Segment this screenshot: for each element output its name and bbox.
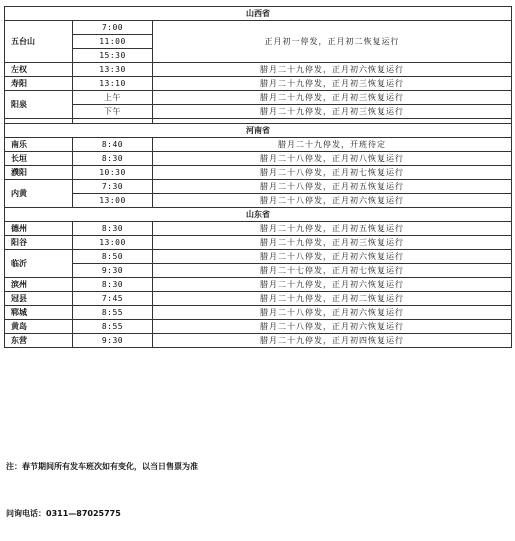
bus-schedule-table [4, 6, 512, 348]
table-row [5, 63, 512, 77]
province-title: 山东省 [5, 208, 512, 222]
table-row [5, 278, 512, 292]
province-title: 山西省 [5, 7, 512, 21]
place-name: 左权 [5, 63, 73, 77]
schedule-note: 腊月二十八停发，正月初六恢复运行 [153, 320, 512, 334]
province-row-shandong [5, 208, 512, 222]
departure-time: 7:00 [73, 21, 153, 35]
schedule-note: 腊月二十八停发，正月初五恢复运行 [153, 180, 512, 194]
table-row [5, 166, 512, 180]
place-name: 五台山 [5, 21, 73, 63]
schedule-note: 腊月二十八停发，正月初七恢复运行 [153, 166, 512, 180]
departure-time: 9:30 [73, 334, 153, 348]
schedule-note: 腊月二十九停发，正月初二恢复运行 [153, 292, 512, 306]
schedule-note: 正月初一停发，正月初二恢复运行 [153, 21, 512, 63]
table-row [5, 194, 512, 208]
table-row [5, 306, 512, 320]
place-name: 濮阳 [5, 166, 73, 180]
table-row [5, 334, 512, 348]
departure-time: 上午 [73, 91, 153, 105]
place-name: 黄岛 [5, 320, 73, 334]
schedule-note: 腊月二十九停发，正月初三恢复运行 [153, 77, 512, 91]
place-name: 阳谷 [5, 236, 73, 250]
departure-time: 11:00 [73, 35, 153, 49]
place-name: 长垣 [5, 152, 73, 166]
departure-time: 8:40 [73, 138, 153, 152]
departure-time: 8:30 [73, 278, 153, 292]
schedule-note: 腊月二十八停发，正月初六恢复运行 [153, 306, 512, 320]
table-row [5, 152, 512, 166]
schedule-note: 腊月二十九停发，正月初三恢复运行 [153, 91, 512, 105]
departure-time: 8:30 [73, 222, 153, 236]
schedule-note: 腊月二十九停发，正月初五恢复运行 [153, 222, 512, 236]
departure-time: 15:30 [73, 49, 153, 63]
schedule-note: 腊月二十七停发，正月初七恢复运行 [153, 264, 512, 278]
place-name: 寿阳 [5, 77, 73, 91]
schedule-note: 腊月二十九停发，开班待定 [153, 138, 512, 152]
table-row [5, 91, 512, 105]
place-name: 临沂 [5, 250, 73, 278]
departure-time: 7:30 [73, 180, 153, 194]
departure-time: 8:55 [73, 320, 153, 334]
place-name: 东营 [5, 334, 73, 348]
schedule-note: 腊月二十九停发，正月初三恢复运行 [153, 236, 512, 250]
departure-time: 13:00 [73, 194, 153, 208]
table-row [5, 222, 512, 236]
table-row [5, 105, 512, 119]
table-row [5, 236, 512, 250]
departure-time: 下午 [73, 105, 153, 119]
place-name: 滨州 [5, 278, 73, 292]
contact-phone: 问询电话：0311—87025775 [6, 509, 121, 518]
place-name: 郓城 [5, 306, 73, 320]
departure-time: 13:30 [73, 63, 153, 77]
departure-time: 9:30 [73, 264, 153, 278]
place-name: 德州 [5, 222, 73, 236]
province-row-shanxi [5, 7, 512, 21]
departure-time: 8:50 [73, 250, 153, 264]
schedule-note: 腊月二十九停发，正月初六恢复运行 [153, 63, 512, 77]
departure-time: 7:45 [73, 292, 153, 306]
table-row [5, 320, 512, 334]
departure-time: 8:55 [73, 306, 153, 320]
schedule-note: 腊月二十九停发，正月初六恢复运行 [153, 278, 512, 292]
schedule-note: 腊月二十八停发，正月初六恢复运行 [153, 194, 512, 208]
departure-time: 13:00 [73, 236, 153, 250]
province-row-henan [5, 124, 512, 138]
place-name: 内黄 [5, 180, 73, 208]
table-row [5, 138, 512, 152]
schedule-note: 腊月二十九停发，正月初三恢复运行 [153, 105, 512, 119]
place-name: 阳泉 [5, 91, 73, 119]
province-title: 河南省 [5, 124, 512, 138]
place-name: 冠县 [5, 292, 73, 306]
table-row [5, 180, 512, 194]
table-row [5, 250, 512, 264]
table-row [5, 292, 512, 306]
schedule-note: 腊月二十八停发，正月初八恢复运行 [153, 152, 512, 166]
schedule-note: 腊月二十八停发，正月初六恢复运行 [153, 250, 512, 264]
table-row [5, 21, 512, 35]
departure-time: 10:30 [73, 166, 153, 180]
table-row [5, 264, 512, 278]
place-name: 南乐 [5, 138, 73, 152]
departure-time: 13:10 [73, 77, 153, 91]
departure-time: 8:30 [73, 152, 153, 166]
table-row [5, 77, 512, 91]
footnote: 注：春节期间所有发车班次如有变化，以当日售票为准 [6, 462, 198, 471]
schedule-note: 腊月二十九停发，正月初四恢复运行 [153, 334, 512, 348]
